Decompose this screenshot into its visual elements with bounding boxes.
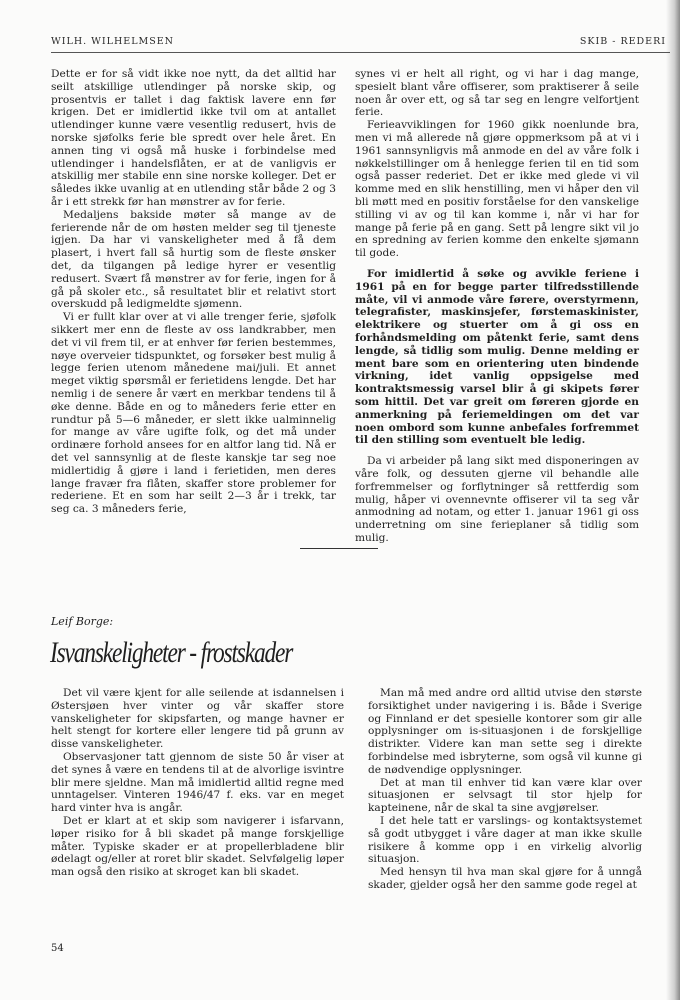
article-title: Isvanskeligheter - frostskader xyxy=(50,636,293,669)
article-a-left-column xyxy=(51,68,336,516)
paragraph: Da vi arbeider på lang sikt med disponeringen av våre folk, og dessuten gjerne vil behandle alle forfremmelser og forflytninger så rettferdig som mulig, håper vi ovennevnte offiserer vil ta seg vår anmodning ad notam, og etter 1. januar 1961 gi oss underretning om sine ferieplaner så tidlig som mulig. xyxy=(355,455,639,544)
paragraph: synes vi er helt all right, og vi har i dag mange, spesielt blant våre offiserer, som praktiserer å seile noen år over ett, og så tar seg en lengre velfortjent ferie. xyxy=(355,68,639,119)
article-a-right-column xyxy=(355,68,639,545)
page-number: 54 xyxy=(51,943,64,954)
paragraph: Ferieavviklingen for 1960 gikk noenlunde bra, men vi må allerede nå gjøre oppmerksom på at vi i 1961 sannsynligvis må anmode en del av våre folk i nøkkelstillinger om å henlegge ferien til en tid som også passer rederiet. Det er ikke med glede vi vil komme med en slik henstilling, men vi håper den vil bli møtt med en positiv forståelse for den vanskelige stilling vi av og til kan komme i, når vi har for mange på ferie på en gang. Sett på lengre sikt vil jo en spredning av ferien komme den enkelte sjømann til gode. xyxy=(355,119,639,260)
page-spine-shadow xyxy=(666,0,680,1000)
header-rule xyxy=(51,52,670,53)
article-divider xyxy=(300,548,378,549)
paragraph: Medaljens bakside møter så mange av de ferierende når de om høsten melder seg til tjeneste igjen. Da har vi vanskeligheter med å få dem plasert, i hvert fall så hurtig som de fleste ønsker det, da tilgangen på ledige hyrer er vesentlig redusert. Svært få mønstrer av for ferie, ingen for å gå på skoler etc., så resultatet blir et relativt stort overskudd på ledigmeldte sjømenn. xyxy=(51,208,336,311)
paragraph: Dette er for så vidt ikke noe nytt, da det alltid har seilt atskillige utlendinger på norske skip, og prosentvis er tallet i dag faktisk lavere enn før krigen. Det er imidlertid ikke tvil om at antallet utlendinger kunne være vesentlig redusert, hvis de norske sjøfolks ferie ble spredt over hele året. En annen ting vi også må huske i forbindelse med utlendinger i handelsflåten, er at de vanligvis er atskillig mer stabile enn sine norske kolleger. Det er således ikke uvanlig at en utlending står både 2 og 3 år i ett strekk før han mønstrer av for ferie. xyxy=(51,68,336,208)
header-company: WILH. WILHELMSEN xyxy=(51,36,174,47)
paragraph: Det er klart at et skip som navigerer i isfarvann, løper risiko for å bli skadet på mange forskjellige måter. Typiske skader er at propellerbladene blir ødelagt og/eller at roret blir skadet. Selvfølgelig løper man også den risiko at skroget kan bli skadet. xyxy=(51,814,344,879)
article-b-right-column xyxy=(368,687,642,892)
paragraph: Man må med andre ord alltid utvise den største forsiktighet under navigering i is. Både i Sverige og Finnland er det spesielle kontorer som gir alle opplysninger om is-situasjonen i de forskjellige distrikter. Videre kan man sette seg i direkte forbindelse med isbryterne, som også vil kunne gi de nødvendige opplysninger. xyxy=(368,687,642,776)
header-section: SKIB - REDERI xyxy=(579,36,666,47)
paragraph: Med hensyn til hva man skal gjøre for å unngå skader, gjelder også her den samme gode regel at xyxy=(368,866,642,891)
paragraph: Observasjoner tatt gjennom de siste 50 år viser at det synes å være en tendens til at de alvorlige isvintre blir mere sjeldne. Man må imidlertid alltid regne med unntagelser. Vinteren 1946/47 f. eks. var en meget hard vinter hva is angår. xyxy=(51,750,344,815)
paragraph: Det at man til enhver tid kan være klar over situasjonen er selvsagt til stor hjelp for kapteinene, når de skal ta sine avgjørelser. xyxy=(368,776,642,815)
article-author: Leif Borge: xyxy=(51,615,114,628)
article-b-left-column xyxy=(51,687,344,879)
bold-paragraph: For imidlertid å søke og avvikle feriene i 1961 på en for begge parter tilfredsstillende måte, vil vi anmode våre førere, overstyrmenn, telegrafister, maskinsjefer, førstemaskinister, elektrikere og stuerter om å gi oss en forhåndsmelding om påtenkt ferie, samt dens lengde, så tidlig som mulig. Denne melding er ment bare som en orientering uten bindende virkning, idet vanlig oppsigelse med kontraktsmessig varsel blir å gi skipets fører som hittil. Det var greit om føreren gjorde en anmerkning på feriemeldingen om det var noen ombord som kunne anbefales forfremmet til den stilling som eventuelt ble ledig. xyxy=(355,267,639,447)
paragraph: Vi er fullt klar over at vi alle trenger ferie, sjøfolk sikkert mer enn de fleste av oss landkrabber, men det vi vil frem til, er at enhver før ferien bestemmes, nøye overveier tidspunktet, og forsøker best mulig å legge ferien utenom månedene mai/juli. Et annet meget viktig spørsmål er ferietidens lengde. Det har nemlig i de senere år vært en merkbar tendens til å øke denne. Både en og to måneders ferie etter en rundtur på 5—6 måneder, er slett ikke ualminnelig for mange av våre ugifte folk, og det må under ordinære forhold ansees for en altfor lang tid. Nå er det vel sannsynlig at de fleste kanskje tar seg noe midlertidig å gjøre i land i ferietiden, men deres lange fravær fra flåten, skaffer store problemer for rederiene. Et en som har seilt 2—3 år i trekk, tar seg ca. 3 måneders ferie, xyxy=(51,311,336,516)
paragraph: I det hele tatt er varslings- og kontaktsystemet så godt utbygget i våre dager at man ikke skulle risikere å komme opp i en virkelig alvorlig situasjon. xyxy=(368,814,642,866)
paragraph: Det vil være kjent for alle seilende at isdannelsen i Østersjøen hver vinter og vår skaffer store vanskeligheter for skipsfarten, og mange havner er helt stengt for kortere eller lengere tid på grunn av disse vanskeligheter. xyxy=(51,687,344,751)
